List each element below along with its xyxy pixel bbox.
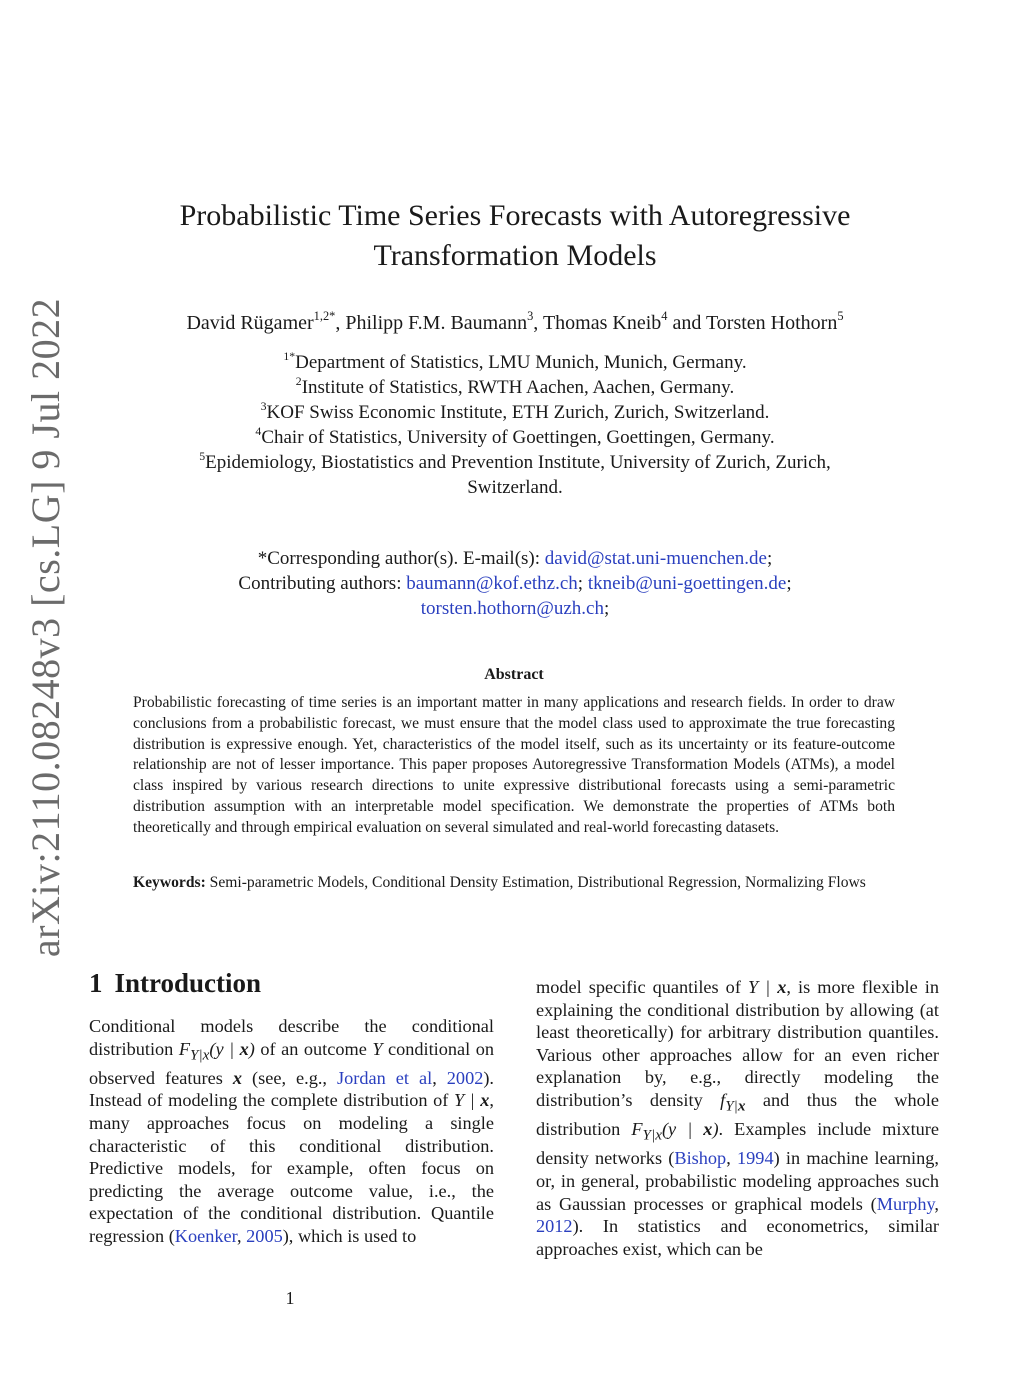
contributing-line — [110, 596, 920, 621]
math-bold-x: x — [239, 1038, 249, 1059]
math-subscript-text: Y| — [725, 1097, 738, 1115]
abstract-body: Probabilistic forecasting of time series is an important matter in many applications and research fields. In order to draw conclusions from a probabilistic forecast, we must ensure that the model class used to approximate the true forecasting distribution is expressive enough. Yet, characteristics of the model itself, such as its uncertainty or its feature-outcome relationship are not of lesser importance. This paper proposes Autoregressive Transformation Models (ATMs), a model class inspired by various research directions to unite expressive distributional forecasts using a semi-parametric distribution assumption with an interpretable model specification. We demonstrate the properties of ATMs both theoretically and through empirical evaluation on several simulated and real-world forecasting datasets. — [133, 694, 895, 836]
email-separator: ; — [767, 548, 773, 569]
body-text: and thus the whole distribution — [536, 1089, 939, 1140]
body-text: , — [726, 1148, 738, 1169]
author-affil-mark: 1,2* — [313, 309, 336, 324]
paper-title — [120, 196, 910, 276]
author-affil-mark: 3 — [527, 309, 534, 324]
affiliation — [110, 375, 920, 400]
intro-left-column — [89, 1015, 494, 1248]
author-affil-mark: 4 — [661, 309, 668, 324]
body-text: , — [432, 1067, 447, 1088]
math-bold-x: x — [777, 977, 787, 997]
body-text: , is more flexible in explaining the conditional distribution by allowing (at least theoretically) for arbitrary distribution quantiles. Various other approaches allow for an even richer explanation by, e.g., directly modeling the distribution’s density — [536, 977, 939, 1110]
affiliation-text: Institute of Statistics, RWTH Aachen, Aachen, Germany. — [301, 377, 735, 398]
math-symbol: Y — [372, 1038, 383, 1059]
section-number: 1 — [89, 968, 103, 998]
affiliation-mark: 2 — [295, 374, 302, 388]
author-name: Philipp F.M. Baumann — [345, 312, 528, 334]
keywords-label: Keywords: — [133, 874, 206, 891]
affiliation-mark: 1* — [283, 349, 296, 363]
body-text: Conditional models describe the conditional distribution — [89, 1016, 494, 1059]
math-symbol: F — [631, 1119, 643, 1140]
citation-link[interactable]: Bishop — [674, 1148, 727, 1169]
author-separator: and — [667, 312, 706, 334]
math-symbol: (y | — [209, 1038, 240, 1059]
math-inline — [720, 1089, 746, 1115]
email-link[interactable]: david@stat.uni-muenchen.de — [544, 548, 767, 569]
abstract-heading: Abstract — [484, 666, 544, 683]
affiliation — [110, 350, 920, 375]
citation-year-link[interactable]: 2005 — [246, 1226, 283, 1246]
math-bold-x: x — [703, 1119, 713, 1140]
citation-year-link[interactable]: 2002 — [446, 1067, 484, 1088]
page-number: 1 — [285, 1288, 295, 1308]
body-text: ), which is used to — [282, 1226, 417, 1246]
body-text: of an outcome — [254, 1038, 373, 1059]
citation-link[interactable]: Jordan et al — [337, 1067, 433, 1088]
email-link[interactable]: tkneib@uni-goettingen.de — [587, 573, 787, 594]
body-text: ) in machine learning, or, in general, probabilistic modeling approaches such as Gaussian processes or graphical models ( — [536, 1148, 939, 1214]
affiliation-mark: 4 — [255, 424, 262, 438]
affiliation-list — [110, 350, 920, 500]
affiliation — [110, 400, 920, 425]
email-link[interactable]: baumann@kof.ethz.ch — [406, 573, 578, 594]
math-subscript: Y|x — [642, 1126, 662, 1144]
author-separator: , — [533, 312, 543, 334]
arxiv-stamp-text: arXiv:2110.08248v3 [cs.LG] 9 Jul 2022 — [23, 297, 69, 958]
email-separator: ; — [603, 598, 610, 619]
math-symbol: f — [720, 1089, 726, 1110]
corresponding-prefix: *Corresponding author(s). E-mail(s): — [257, 548, 545, 569]
affiliation-mark: 5 — [199, 449, 206, 463]
body-text: (see, e.g., — [242, 1067, 338, 1088]
citation-link[interactable]: Murphy — [876, 1193, 935, 1214]
citation-year-link[interactable]: 2012 — [536, 1216, 573, 1237]
author-separator: , — [335, 312, 346, 334]
body-text: , — [237, 1226, 247, 1246]
affiliation-mark: 3 — [260, 399, 267, 413]
body-text: ). In statistics and econometrics, similar approaches exist, which can be — [536, 1216, 939, 1259]
math-bold-x: x — [232, 1067, 243, 1088]
math-symbol: ) — [248, 1038, 255, 1059]
affiliation-text: Epidemiology, Biostatistics and Prevention Institute, University of Zurich, Zurich, — [205, 452, 831, 473]
section-heading — [89, 968, 261, 999]
email-separator: ; — [577, 573, 584, 594]
body-text: . Examples include mixture density networks ( — [536, 1119, 940, 1169]
affiliation — [110, 475, 920, 500]
body-text: model specific quantiles of — [536, 977, 748, 997]
affiliation-text: Switzerland. — [467, 477, 563, 498]
affiliation-text: Chair of Statistics, University of Goettingen, Goettingen, Germany. — [261, 427, 775, 448]
intro-right-column — [536, 976, 939, 1260]
body-text: , many approaches focus on modeling a single characteristic of this conditional distribution. Predictive models, for example, often focus on predicting the average outcome value, i.e., the expectation of the conditional distribution. Quantile regression ( — [89, 1090, 494, 1246]
author-list — [90, 310, 940, 336]
citation-link[interactable]: Koenker — [174, 1226, 238, 1246]
author-name: David Rügamer — [186, 312, 314, 334]
email-link[interactable]: torsten.hothorn@uzh.ch — [420, 598, 604, 619]
affiliation — [110, 450, 920, 475]
contributing-line — [110, 571, 920, 596]
math-inline — [631, 1119, 719, 1144]
arxiv-stamp — [16, 297, 76, 958]
math-bold-x: x — [737, 1097, 746, 1115]
body-text: ). Instead of modeling the complete distribution of — [89, 1067, 495, 1111]
math-symbol: ) — [712, 1119, 719, 1140]
math-subscript — [725, 1098, 745, 1115]
keywords-text: Semi-parametric Models, Conditional Density Estimation, Distributional Regression, Normalizing Flows — [205, 874, 866, 891]
affiliation-text: Department of Statistics, LMU Munich, Munich, Germany. — [295, 352, 747, 373]
affiliation-text: KOF Swiss Economic Institute, ETH Zurich, Zurich, Switzerland. — [266, 402, 770, 423]
math-symbol: Y | — [453, 1090, 481, 1111]
author-name: Torsten Hothorn — [705, 312, 838, 334]
body-text: , — [934, 1193, 939, 1214]
affiliation — [110, 425, 920, 450]
author-affil-mark: 5 — [837, 309, 844, 324]
math-bold-x: x — [480, 1090, 490, 1111]
correspondence-block — [110, 546, 920, 621]
math-inline — [178, 1038, 255, 1064]
math-symbol: F — [178, 1038, 190, 1059]
body-text: conditional on observed features — [89, 1038, 495, 1088]
title-line-1: Probabilistic Time Series Forecasts with Autoregressive — [179, 199, 851, 232]
contributing-prefix: Contributing authors: — [238, 573, 407, 594]
author-name: Thomas Kneib — [542, 312, 662, 334]
corresponding-line — [110, 546, 920, 571]
math-symbol: (y | — [661, 1119, 704, 1140]
title-line-2: Transformation Models — [373, 239, 657, 272]
citation-year-link[interactable]: 1994 — [737, 1148, 774, 1169]
keywords — [133, 874, 895, 893]
email-separator: ; — [786, 573, 792, 594]
section-title: Introduction — [114, 968, 262, 998]
math-subscript: Y|x — [189, 1046, 210, 1064]
math-symbol: Y | — [747, 977, 778, 997]
